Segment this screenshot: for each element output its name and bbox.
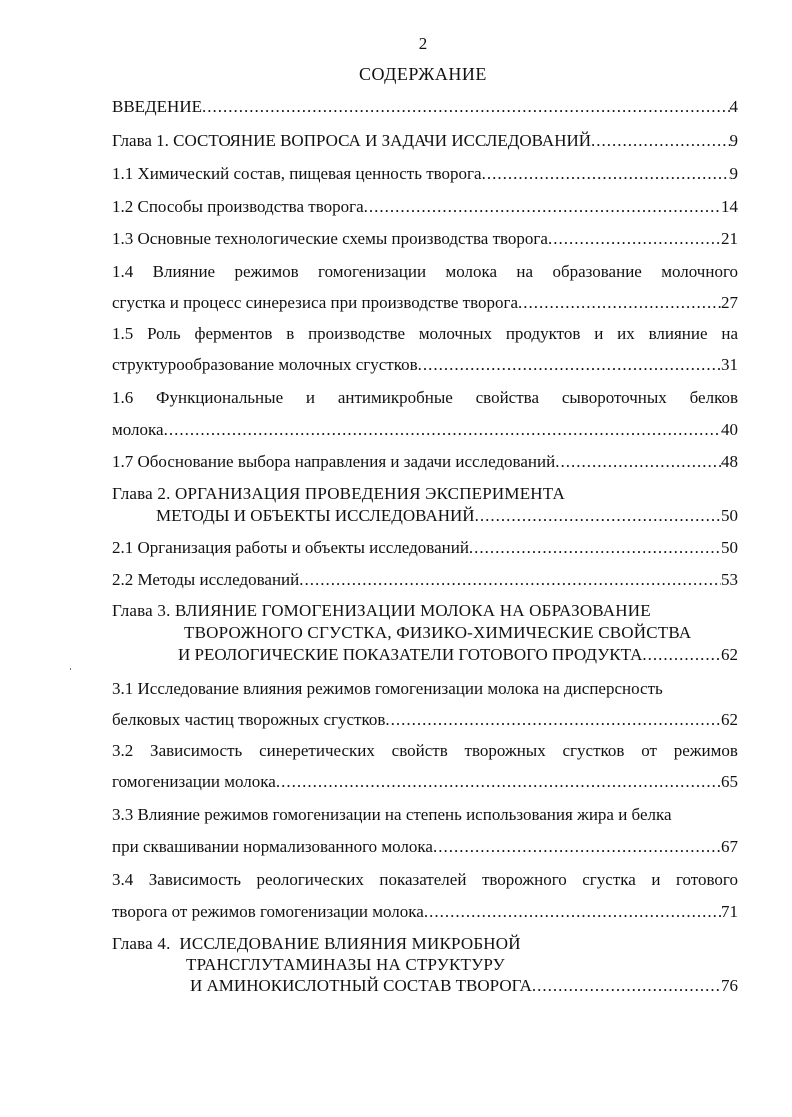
- dot-leader: [202, 97, 730, 117]
- dot-leader: [424, 902, 721, 922]
- toc-word: и: [651, 870, 661, 889]
- toc-word: 3.4: [112, 870, 134, 889]
- toc-word: в: [286, 324, 295, 343]
- toc-word: от: [641, 741, 657, 760]
- toc-word: 3.2: [112, 741, 134, 760]
- toc-word: и: [594, 324, 604, 343]
- dot-leader: [364, 197, 721, 217]
- toc-word: на: [721, 324, 738, 343]
- toc-word: свойства: [475, 388, 540, 407]
- toc-entry-title: И РЕОЛОГИЧЕСКИЕ ПОКАЗАТЕЛИ ГОТОВОГО ПРОДУКТА: [178, 645, 643, 664]
- toc-entry-title: И АМИНОКИСЛОТНЫЙ СОСТАВ ТВОРОГА: [190, 976, 532, 995]
- toc-entry-chapter-1: [112, 131, 738, 151]
- toc-word: Роль: [147, 324, 181, 343]
- toc-page-number: 67: [721, 837, 738, 856]
- toc-page-number: 53: [721, 570, 738, 589]
- page-number: 2: [418, 34, 428, 53]
- dot-leader: [418, 355, 721, 375]
- toc-word: производстве: [308, 324, 406, 343]
- toc-entry-title: 1.3 Основные технологические схемы производства творога: [112, 229, 548, 248]
- toc-word: Зависимость: [150, 741, 243, 760]
- toc-word: их: [617, 324, 635, 343]
- dot-leader: [518, 293, 721, 313]
- toc-word: Зависимость: [148, 870, 242, 889]
- toc-entry-section-3-4-line-1: [112, 870, 738, 890]
- toc-entry-title: 1.1 Химический состав, пищевая ценность творога: [112, 164, 482, 183]
- toc-entry-title: МЕТОДЫ И ОБЪЕКТЫ ИССЛЕДОВАНИЙ: [156, 506, 475, 525]
- dot-leader: [555, 452, 721, 472]
- toc-word: молочного: [661, 262, 738, 281]
- toc-word: реологических: [256, 870, 364, 889]
- toc-word: свойств: [391, 741, 448, 760]
- dot-leader: [469, 538, 721, 558]
- toc-entry-title: молока: [112, 420, 164, 439]
- toc-entry-section-2-1: [112, 538, 738, 558]
- toc-page-number: 50: [721, 538, 738, 557]
- toc-entry-section-1-6-line-2: [112, 420, 738, 440]
- toc-entry-section-1-2: [112, 197, 738, 217]
- toc-page-number: 62: [721, 645, 738, 664]
- toc-entry-section-3-4-line-2: [112, 902, 738, 922]
- toc-entry-title: 2.2 Методы исследований: [112, 570, 300, 589]
- toc-entry-section-1-5-line-1: [112, 324, 738, 344]
- toc-entry-title: 2.1 Организация работы и объекты исследований: [112, 538, 469, 557]
- toc-page-number: 71: [721, 902, 738, 921]
- toc-page-number: 31: [721, 355, 738, 374]
- toc-page-number: 76: [721, 976, 738, 995]
- toc-word: 1.4: [112, 262, 134, 281]
- dot-leader: [385, 710, 721, 730]
- dot-leader: [299, 570, 721, 590]
- toc-word: режимов: [673, 741, 738, 760]
- toc-word: сывороточных: [561, 388, 667, 407]
- toc-entry-section-3-1-line-1: 3.1 Исследование влияния режимов гомогенизации молока на дисперсность: [112, 679, 663, 698]
- toc-word: Функциональные: [156, 388, 284, 407]
- toc-entry-introduction: [112, 97, 738, 117]
- dot-leader: [532, 976, 721, 996]
- dot-leader: [548, 229, 721, 249]
- toc-word: показателей: [379, 870, 467, 889]
- toc-word: творожного: [481, 870, 567, 889]
- toc-page-number: 50: [721, 506, 738, 525]
- toc-entry-section-1-1: [112, 164, 738, 184]
- dot-leader: [433, 837, 721, 857]
- dot-leader: [276, 772, 721, 792]
- toc-entry-section-3-2-line-1: [112, 741, 738, 761]
- dot-leader: [591, 131, 729, 151]
- dot-leader: [475, 506, 721, 526]
- toc-entry-section-3-2-line-2: [112, 772, 738, 792]
- toc-entry-title: творога от режимов гомогенизации молока: [112, 902, 424, 921]
- toc-entry-section-1-6-line-1: [112, 388, 738, 408]
- toc-word: образование: [552, 262, 642, 281]
- toc-entry-title: ВВЕДЕНИЕ: [112, 97, 202, 116]
- toc-word: синеретических: [259, 741, 375, 760]
- toc-entry-chapter-3-line-2: ТВОРОЖНОГО СГУСТКА, ФИЗИКО-ХИМИЧЕСКИЕ СВОЙСТВА: [184, 623, 692, 642]
- toc-page-number: 4: [729, 97, 738, 116]
- toc-entry-section-3-1-line-2: [112, 710, 738, 730]
- toc-word: готового: [675, 870, 738, 889]
- toc-word: молочных: [418, 324, 492, 343]
- toc-entry-section-1-5-line-2: [112, 355, 738, 375]
- toc-page-number: 9: [729, 131, 738, 150]
- toc-page-number: 27: [721, 293, 738, 312]
- toc-entry-title: при сквашивании нормализованного молока: [112, 837, 433, 856]
- toc-page-number: 21: [721, 229, 738, 248]
- dot-leader: [164, 420, 721, 440]
- toc-word: режимов: [234, 262, 299, 281]
- toc-entry-chapter-3-line-3: [178, 645, 738, 665]
- toc-word: на: [516, 262, 534, 281]
- toc-word: Влияние: [152, 262, 216, 281]
- toc-word: 1.5: [112, 324, 134, 343]
- toc-entry-title: Глава 1. СОСТОЯНИЕ ВОПРОСА И ЗАДАЧИ ИССЛЕДОВАНИЙ: [112, 131, 592, 150]
- toc-entry-title: 1.2 Способы производства творога: [112, 197, 364, 216]
- toc-entry-title: 1.7 Обоснование выбора направления и задачи исследований: [112, 452, 556, 471]
- dot-leader: [482, 164, 730, 184]
- toc-word: и: [305, 388, 316, 407]
- toc-entry-chapter-4-line-2: ТРАНСГЛУТАМИНАЗЫ НА СТРУКТУРУ: [186, 955, 505, 974]
- toc-word: 1.6: [112, 388, 134, 407]
- toc-word: молока: [445, 262, 498, 281]
- toc-page-number: 9: [729, 164, 738, 183]
- toc-entry-title: белковых частиц творожных сгустков: [112, 710, 386, 729]
- toc-word: творожных: [464, 741, 546, 760]
- toc-page-number: 14: [721, 197, 738, 216]
- toc-entry-section-2-2: [112, 570, 738, 590]
- toc-word: сгустка: [582, 870, 636, 889]
- toc-entry-section-1-3: [112, 229, 738, 249]
- scan-speck: [70, 668, 71, 670]
- toc-page-number: 65: [721, 772, 738, 791]
- toc-word: антимикробные: [337, 388, 453, 407]
- toc-entry-section-1-4-line-1: [112, 262, 738, 282]
- toc-entry-section-3-3-line-1: 3.3 Влияние режимов гомогенизации на степень использования жира и белка: [112, 805, 672, 824]
- toc-page-number: 48: [721, 452, 738, 471]
- toc-word: сгустков: [562, 741, 625, 760]
- toc-word: белков: [689, 388, 738, 407]
- toc-entry-chapter-4-line-3: [190, 976, 738, 996]
- toc-entry-chapter-2-line-1: Глава 2. ОРГАНИЗАЦИЯ ПРОВЕДЕНИЯ ЭКСПЕРИМЕНТА: [112, 484, 565, 503]
- toc-page-number: 62: [721, 710, 738, 729]
- dot-leader: [642, 645, 721, 665]
- toc-word: продуктов: [505, 324, 581, 343]
- toc-word: влияние: [648, 324, 708, 343]
- toc-entry-title: сгустка и процесс синерезиса при производстве творога: [112, 293, 519, 312]
- toc-entry-title: структурообразование молочных сгустков: [112, 355, 418, 374]
- toc-entry-section-1-7: [112, 452, 738, 472]
- toc-entry-section-1-4-line-2: [112, 293, 738, 313]
- toc-entry-title: гомогенизации молока: [112, 772, 276, 791]
- toc-entry-chapter-4-line-1: Глава 4. ИССЛЕДОВАНИЕ ВЛИЯНИЯ МИКРОБНОЙ: [112, 934, 521, 953]
- toc-entry-chapter-3-line-1: Глава 3. ВЛИЯНИЕ ГОМОГЕНИЗАЦИИ МОЛОКА НА ОБРАЗОВАНИЕ: [112, 601, 651, 620]
- toc-entry-chapter-2-line-2: [156, 506, 738, 526]
- toc-word: ферментов: [194, 324, 273, 343]
- toc-entry-section-3-3-line-2: [112, 837, 738, 857]
- page-title: СОДЕРЖАНИЕ: [359, 64, 487, 84]
- toc-word: гомогенизации: [318, 262, 427, 281]
- toc-page-number: 40: [721, 420, 738, 439]
